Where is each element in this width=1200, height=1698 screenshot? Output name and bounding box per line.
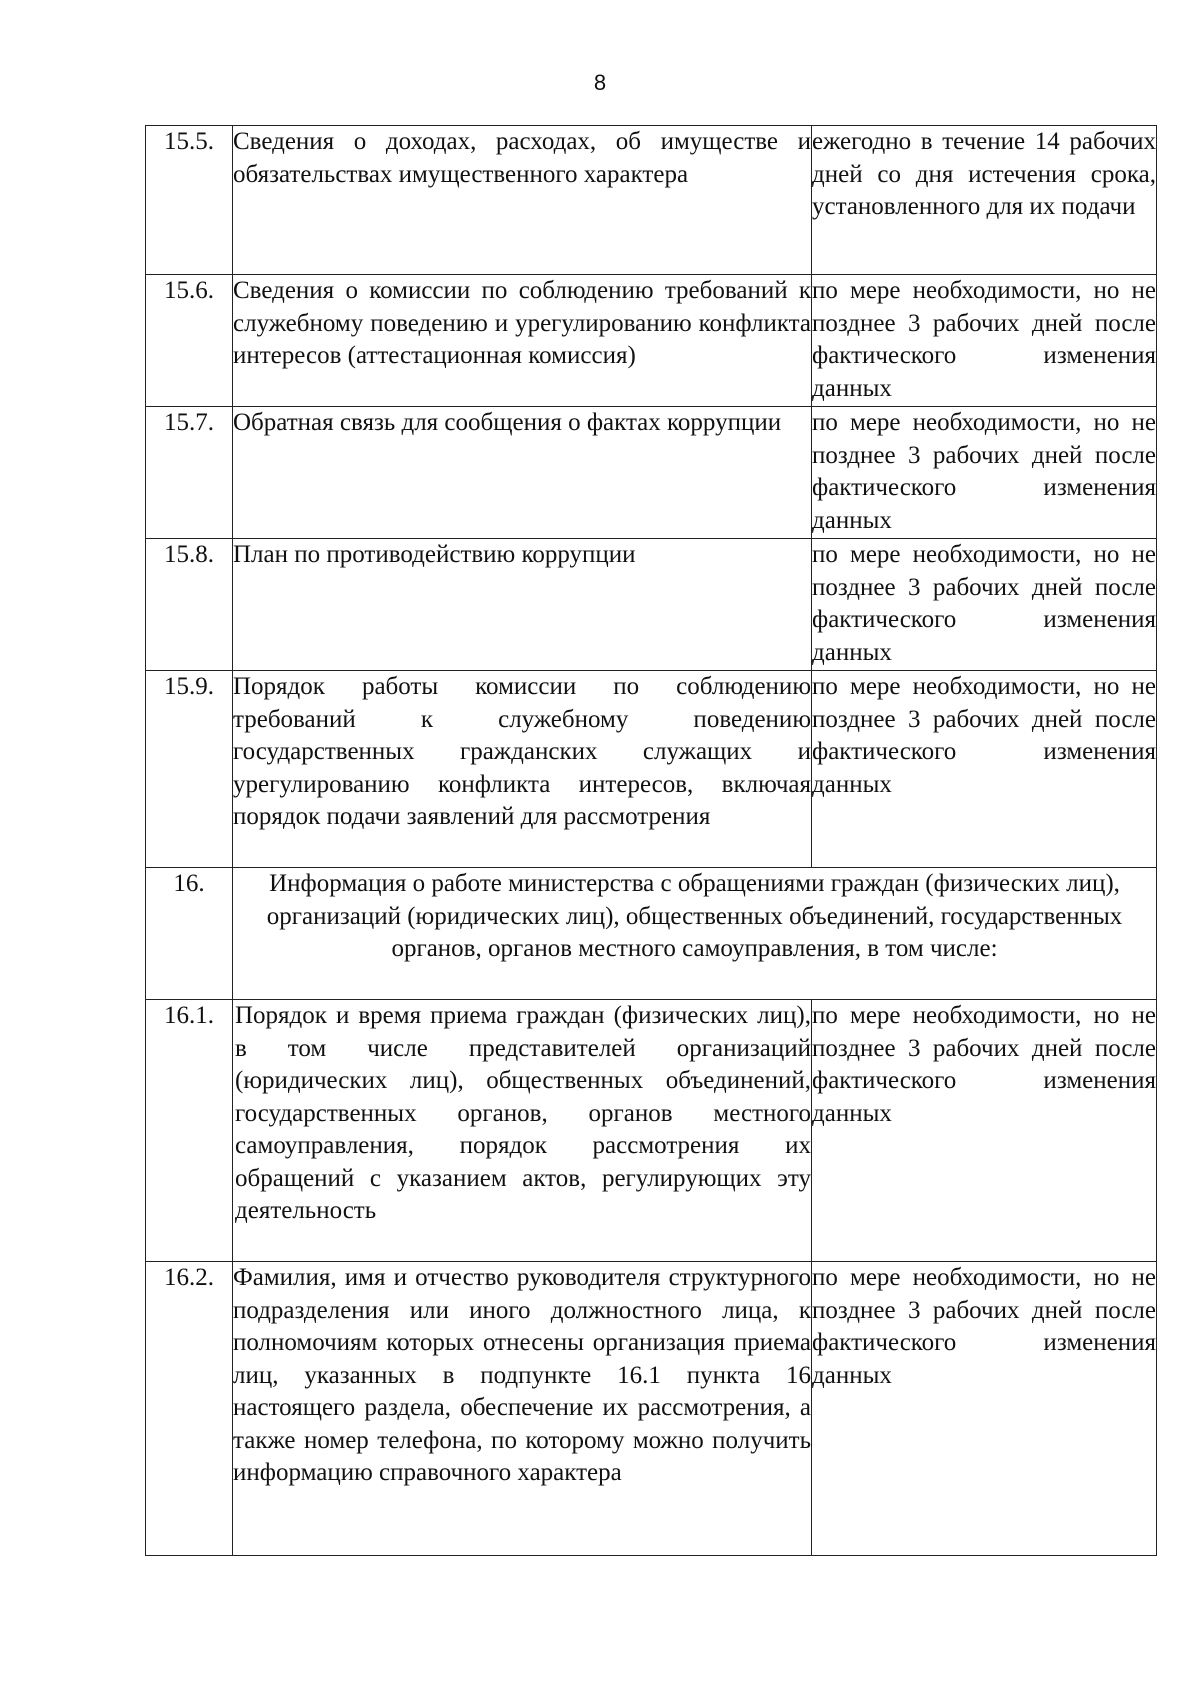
row-number: 15.6.	[146, 275, 233, 407]
table-row	[146, 539, 1157, 671]
document-table	[145, 125, 1157, 1556]
item-description: План по противодействию коррупции	[233, 539, 812, 671]
table-row	[146, 275, 1157, 407]
table-row	[146, 407, 1157, 539]
row-number: 16.1.	[146, 1000, 233, 1262]
item-description: Сведения о комиссии по соблюдению требований к служебному поведению и урегулированию конфликта интересов (аттестационная комиссия)	[233, 275, 812, 407]
update-period: по мере необходимости, но не позднее 3 рабочих дней после фактического изменения данных	[812, 275, 1157, 407]
update-period: по мере необходимости, но не позднее 3 рабочих дней после фактического изменения данных	[812, 671, 1157, 868]
update-period: по мере необходимости, но не позднее 3 рабочих дней после фактического изменения данных	[812, 407, 1157, 539]
row-number: 16.2.	[146, 1262, 233, 1556]
row-number: 15.8.	[146, 539, 233, 671]
row-number: 16.	[146, 868, 233, 1000]
item-description: Порядок работы комиссии по соблюдению требований к служебному поведению государственных гражданских служащих и урегулированию конфликта интересов, включая порядок подачи заявлений для рассмотрения	[233, 671, 812, 868]
update-period: по мере необходимости, но не позднее 3 рабочих дней после фактического изменения данных	[812, 539, 1157, 671]
section-heading-row	[146, 868, 1157, 1000]
row-number: 15.5.	[146, 126, 233, 275]
update-period: по мере необходимости, но не позднее 3 рабочих дней после фактического изменения данных	[812, 1000, 1157, 1262]
update-period: ежегодно в течение 14 рабочих дней со дня истечения срока, установленного для их подачи	[812, 126, 1157, 275]
update-period: по мере необходимости, но не позднее 3 рабочих дней после фактического изменения данных	[812, 1262, 1157, 1556]
table-row	[146, 1000, 1157, 1262]
table-row	[146, 1262, 1157, 1556]
row-number: 15.9.	[146, 671, 233, 868]
item-description: Сведения о доходах, расходах, об имуществе и обязательствах имущественного характера	[233, 126, 812, 275]
item-description: Обратная связь для сообщения о фактах коррупции	[233, 407, 812, 539]
item-description: Фамилия, имя и отчество руководителя структурного подразделения или иного должностного лица, к полномочиям которых отнесены организация приема лиц, указанных в подпункте 16.1 пункта 16 настоящего раздела, обеспечение их рассмотрения, а также номер телефона, по которому можно получить информацию справочного характера	[233, 1262, 812, 1556]
table-row	[146, 671, 1157, 868]
item-description: Порядок и время приема граждан (физических лиц), в том числе представителей организаций (юридических лиц), общественных объединений, государственных органов, органов местного самоуправления, порядок рассмотрения их обращений с указанием актов, регулирующих эту деятельность	[233, 1000, 812, 1262]
table-row	[146, 126, 1157, 275]
row-number: 15.7.	[146, 407, 233, 539]
section-heading: Информация о работе министерства с обращениями граждан (физических лиц), организаций (юридических лиц), общественных объединений, государственных органов, органов местного самоуправления, в том числе:	[233, 868, 1157, 1000]
page-number: 8	[593, 70, 607, 95]
